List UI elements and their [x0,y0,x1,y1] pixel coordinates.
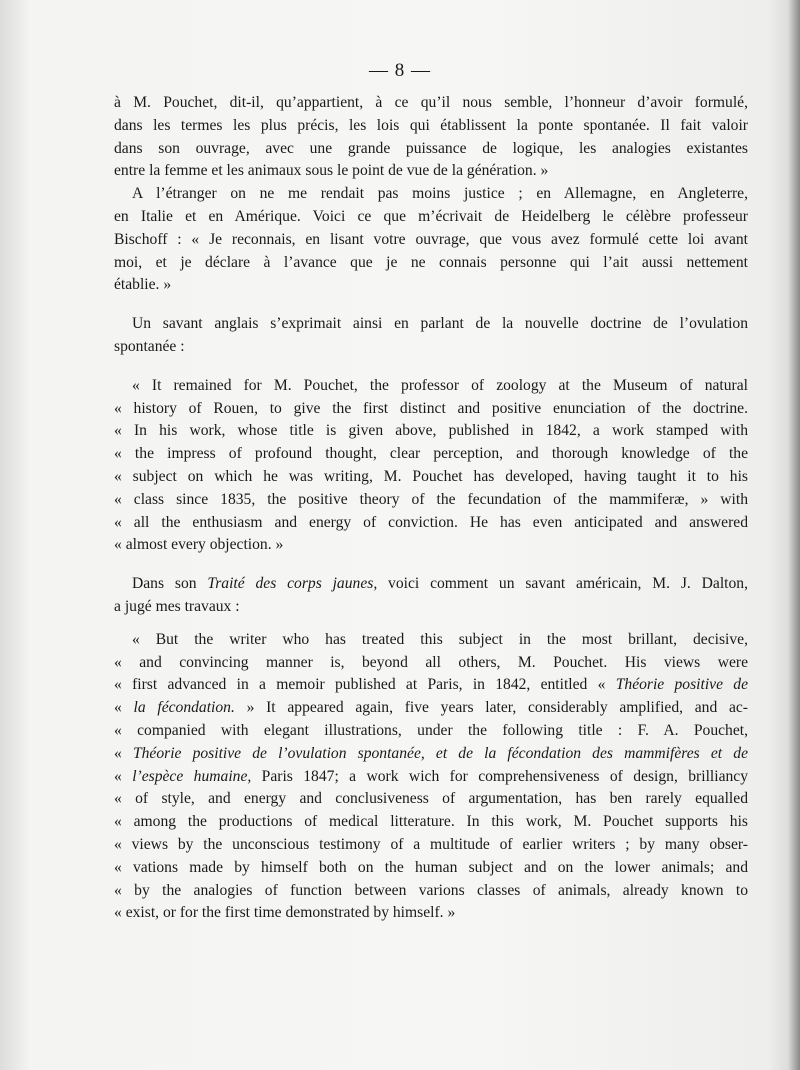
quote-mark: « [114,699,134,717]
paragraph-3 [114,313,748,359]
quote-line: « all the enthusiasm and energy of conviction. He has even anticipated and answered [114,513,748,531]
book-title: Traité des corps jaunes, [207,575,378,593]
text-line: a jugé mes travaux : [114,597,240,615]
body-text [114,92,748,925]
italic-title: Théorie positive de l’ovulation spontanée, et de la fécondation des mammifères et de [132,744,748,762]
quote-line: « class since 1835, the positive theory of the fecundation of the mammiferæ, » with [114,490,748,508]
quote-line: « almost every objection. » [114,536,284,554]
text-line: A l’étranger on ne me rendait pas moins justice ; en Allemagne, en Angleterre, [132,185,748,203]
quote-line [114,766,748,789]
quote-line: « of style, and energy and conclusiveness of argumentation, has ben rarely equalled [114,790,748,808]
quote-line: « exist, or for the first time demonstrated by himself. » [114,904,456,922]
text-line: spontanée : [114,337,185,355]
page-edge-shadow [788,0,800,1070]
quotation-1 [114,375,748,557]
italic-title: l’espèce humaine, [132,767,252,785]
quote-line: « among the productions of medical litterature. In this work, M. Pouchet supports his [114,813,748,831]
quote-line: « But the writer who has treated this subject in the most brillant, decisive, [132,630,748,648]
quote-line [114,743,748,766]
quote-line: « companied with elegant illustrations, under the following title : F. A. Pouchet, [114,721,748,739]
text-line: Un savant anglais s’exprimait ainsi en parlant de la nouvelle doctrine de l’ovulation [132,315,748,333]
text-line: en Italie et en Amérique. Voici ce que m’écrivait de Heidelberg le célèbre professeur [114,207,748,225]
quote-mark: « [114,767,133,785]
paragraph-2 [114,183,748,297]
paragraph-1 [114,92,748,183]
italic-title: Théorie positive de [615,676,749,694]
text-line: entre la femme et les animaux sous le point de vue de la génération. » [114,162,549,180]
quote-line: « views by the unconscious testimony of a multitude of earlier writers ; by many obser- [114,835,748,853]
text-line: Bischoff : « Je reconnais, en lisant votre ouvrage, que vous avez formulé cette loi avant [114,230,748,248]
text-line: moi, et je déclare à l’avance que je ne connais personne qui l’ait aussi nettement [114,253,748,271]
quote-mark: « [114,744,133,762]
quote-line [114,674,748,697]
page-number: — 8 — [369,60,431,81]
quote-line: « vations made by himself both on the human subject and on the lower animals; and [114,858,748,876]
text-fragment: Paris 1847; a work wich for comprehensiveness of design, brilliancy [251,767,749,785]
text-fragment: voici comment un savant américain, M. J. Dalton, [377,575,748,593]
quote-line: « subject on which he was writing, M. Pouchet has developed, having taught it to his [114,467,748,485]
text-line [114,573,748,596]
text-fragment: » It appeared again, five years later, considerably amplified, and ac- [234,699,748,717]
quote-line: « and convincing manner is, beyond all others, M. Pouchet. His views were [114,653,748,671]
text-line: dans son ouvrage, avec une grande puissance de logique, les analogies existantes [114,139,748,157]
italic-title: la fécondation. [133,699,235,717]
paragraph-4 [114,573,748,619]
text-line: à M. Pouchet, dit-il, qu’appartient, à ce qu’il nous semble, l’honneur d’avoir formulé, [114,94,748,111]
quote-line: « by the analogies of function between varions classes of animals, already known to [114,881,748,899]
quote-line: « It remained for M. Pouchet, the professor of zoology at the Museum of natural [132,376,748,394]
text-line: établie. » [114,276,172,294]
text-line: dans les termes les plus précis, les lois qui établissent la ponte spontanée. Il fait valoir [114,116,748,134]
quotation-2 [114,629,748,925]
quote-line: « In his work, whose title is given above, published in 1842, a work stamped with [114,422,748,440]
quote-line: « the impress of profound thought, clear perception, and thorough knowledge of the [114,445,748,463]
quote-line: « history of Rouen, to give the first distinct and positive enunciation of the doctrine. [114,399,748,417]
text-fragment: Dans son [132,575,208,593]
text-fragment: « first advanced in a memoir published at Paris, in 1842, entitled « [114,676,616,694]
quote-line [114,697,748,720]
